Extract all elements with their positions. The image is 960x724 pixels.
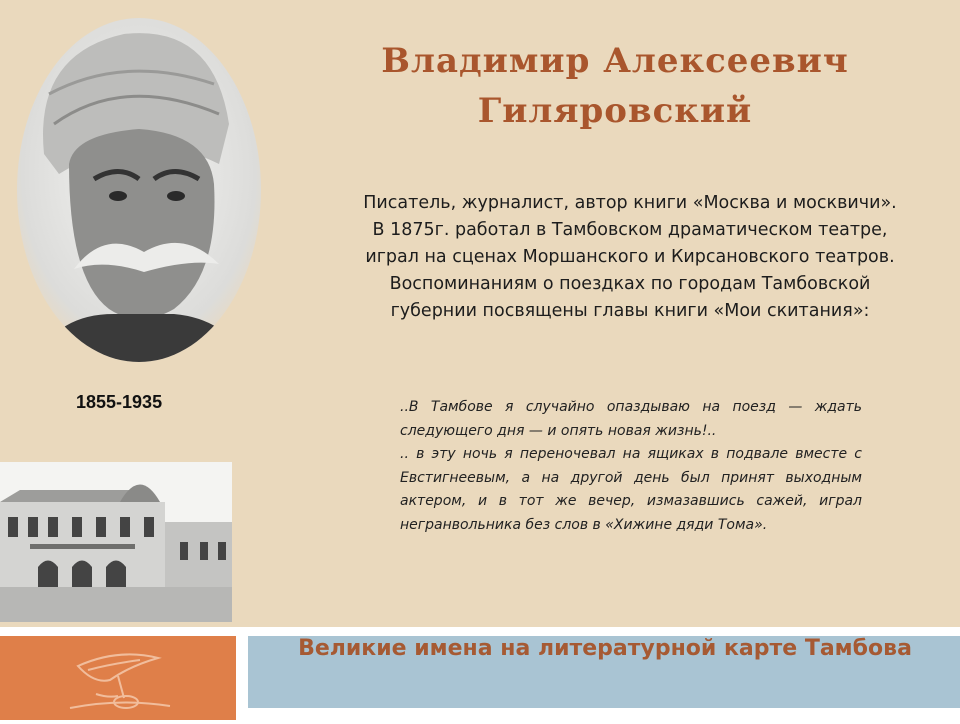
footer-title: Великие имена на литературной карте Тамбова [298,636,912,661]
quote-block [400,396,862,537]
bio-line: В 1875г. работал в Тамбовском драматическом театре, [372,220,888,240]
bio-line: Писатель, журналист, автор книги «Москва и москвичи». [363,193,897,213]
bio-line: губернии посвящены главы книги «Мои скитания»: [390,301,870,321]
footer-logo-panel [0,636,236,720]
quill-inkwell-icon [0,636,236,720]
page-title [330,36,900,136]
biography-text [305,190,955,325]
life-years: 1855-1935 [76,392,163,412]
quote-paragraph-1: ..В Тамбове я случайно опаздываю на поезд — ждать следующего дня — и опять новая жизнь!.. [400,399,862,439]
portrait-photo [14,14,264,366]
theater-building-photo [0,462,232,622]
title-line-2: Гиляровский [477,91,753,131]
quote-paragraph-2: .. в эту ночь я переночевал на ящиках в подвале вместе с Евстигнеевым, а на другой день был принят выходным актером, и в тот же вечер, измазавшись сажей, играл негранвольника без слов в «Хижине дяди Тома». [400,446,862,533]
bio-line: играл на сценах Моршанского и Кирсановского театров. [365,247,895,267]
title-line-1: Владимир Алексеевич [381,41,849,81]
bio-line: Воспоминаниям о поездках по городам Тамбовской [389,274,871,294]
